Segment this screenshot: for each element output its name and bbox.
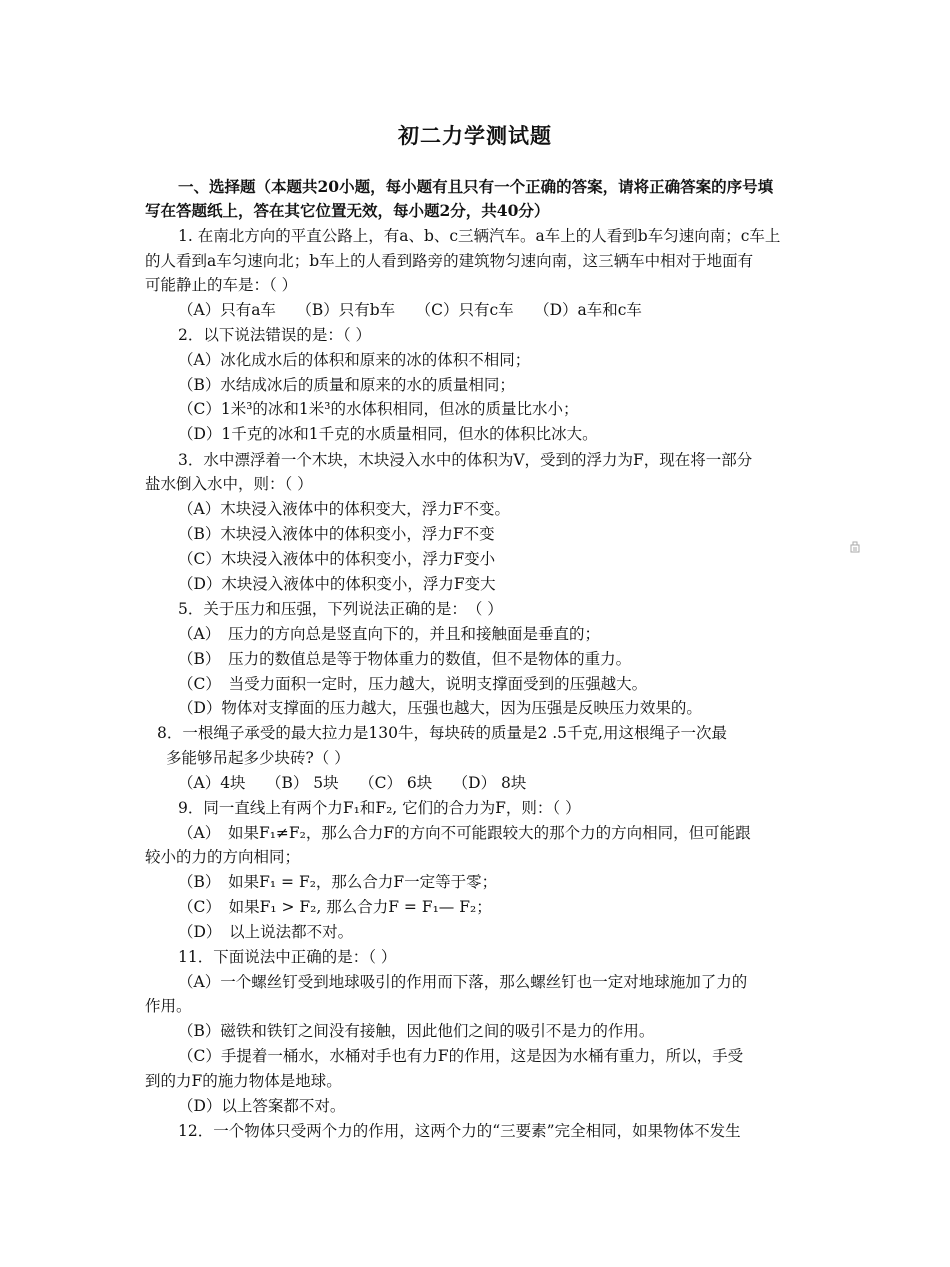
q9-option-c: （C） 如果F₁ > F₂, 那么合力F = F₁— F₂；	[178, 898, 492, 916]
q1-options: （A）只有a车 （B）只有b车 （C）只有c车 （D）a车和c车	[178, 301, 642, 319]
q3-line-1: 3．水中漂浮着一个木块，木块浸入水中的体积为V，受到的浮力为F，现在将一部分	[178, 451, 753, 469]
q1-line-1: 1. 在南北方向的平直公路上，有a、b、c三辆汽车。a车上的人看到b车匀速向南；c车上	[178, 227, 781, 245]
q3-option-d: （D）木块浸入液体中的体积变小，浮力F变大	[178, 575, 496, 593]
q2-option-a: （A）冰化成水后的体积和原来的冰的体积不相同；	[178, 351, 531, 369]
q11-option-c-line-1: （C）手提着一桶水，水桶对手也有力F的作用，这是因为水桶有重力，所以，手受	[178, 1047, 744, 1065]
q8-line-1: 8．一根绳子承受的最大拉力是130牛，每块砖的质量是2 .5千克,用这根绳子一次最	[157, 724, 727, 742]
q1-line-2: 的人看到a车匀速向北；b车上的人看到路旁的建筑物匀速向南，这三辆车中相对于地面有	[145, 252, 754, 270]
q3-option-c: （C）木块浸入液体中的体积变小，浮力F变小	[178, 550, 496, 568]
q2-stem: 2．以下说法错误的是：（ ）	[178, 326, 372, 344]
anchor-icon	[850, 541, 860, 556]
q11-option-b: （B）磁铁和铁钉之间没有接触，因此他们之间的吸引不是力的作用。	[178, 1022, 655, 1040]
q2-option-c: （C）1米³的冰和1米³的水体积相同，但冰的质量比水小；	[178, 400, 579, 418]
section-heading-line-1: 一、选择题（本题共20小题，每小题有且只有一个正确的答案，请将正确答案的序号填	[178, 177, 774, 196]
q9-option-a-line-2: 较小的力的方向相同；	[145, 848, 301, 866]
q5-option-b: （B） 压力的数值总是等于物体重力的数值，但不是物体的重力。	[178, 650, 632, 668]
q12-line-1: 12．一个物体只受两个力的作用，这两个力的“三要素”完全相同，如果物体不发生	[178, 1122, 741, 1140]
page-title: 初二力学测试题	[398, 123, 552, 148]
q2-option-b: （B）水结成冰后的质量和原来的水的质量相同；	[178, 376, 515, 394]
q11-option-c-line-2: 到的力F的施力物体是地球。	[145, 1072, 342, 1090]
q5-option-c: （C） 当受力面积一定时，压力越大，说明支撑面受到的压强越大。	[178, 675, 648, 693]
q5-option-a: （A） 压力的方向总是竖直向下的，并且和接触面是垂直的；	[178, 625, 600, 643]
q11-option-d: （D）以上答案都不对。	[178, 1097, 346, 1115]
q9-stem: 9．同一直线上有两个力F₁和F₂, 它们的合力为F，则：（ ）	[178, 799, 581, 817]
q8-line-2: 多能够吊起多少块砖?（ ）	[166, 749, 350, 767]
q11-option-a-line-2: 作用。	[145, 997, 192, 1015]
q1-line-3: 可能静止的车是：（ ）	[145, 276, 298, 294]
q11-option-a-line-1: （A）一个螺丝钉受到地球吸引的作用而下落，那么螺丝钉也一定对地球施加了力的	[178, 973, 748, 991]
q11-stem: 11．下面说法中正确的是：（ ）	[178, 948, 397, 966]
q5-stem: 5．关于压力和压强，下列说法正确的是： （ ）	[178, 600, 503, 618]
q3-option-a: （A）木块浸入液体中的体积变大，浮力F不变。	[178, 500, 510, 518]
q9-option-d: （D） 以上说法都不对。	[178, 923, 354, 941]
q3-line-2: 盐水倒入水中，则：（ ）	[145, 475, 313, 493]
q2-option-d: （D）1千克的冰和1千克的水质量相同，但水的体积比冰大。	[178, 425, 598, 443]
section-heading-line-2: 写在答题纸上，答在其它位置无效，每小题2分，共40分）	[145, 201, 550, 220]
q8-options: （A）4块 （B） 5块 （C） 6块 （D） 8块	[178, 774, 527, 792]
q3-option-b: （B）木块浸入液体中的体积变小，浮力F不变	[178, 525, 495, 543]
q9-option-a-line-1: （A） 如果F₁≠F₂，那么合力F的方向不可能跟较大的那个力的方向相同，但可能跟	[178, 824, 751, 842]
q9-option-b: （B） 如果F₁ = F₂，那么合力F一定等于零；	[178, 873, 498, 891]
q5-option-d: （D）物体对支撑面的压力越大，压强也越大，因为压强是反映压力效果的。	[178, 699, 702, 717]
